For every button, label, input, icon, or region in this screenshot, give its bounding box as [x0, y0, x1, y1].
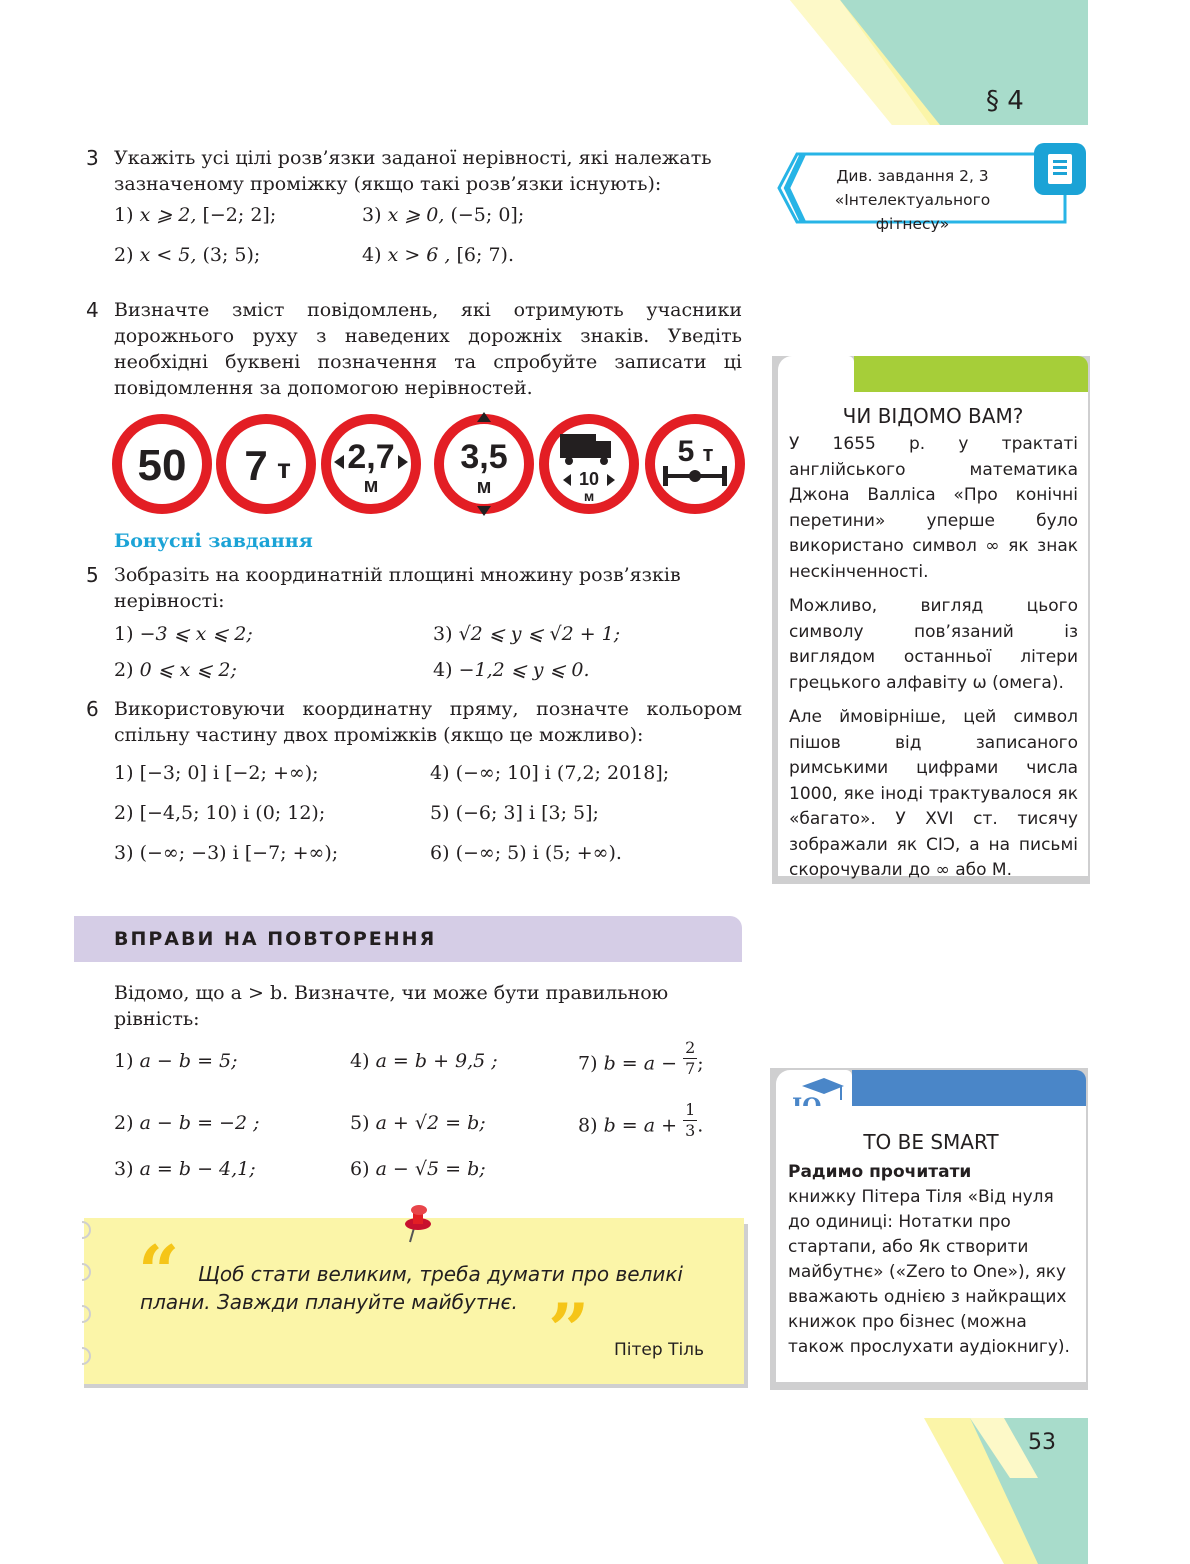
task3-item-4: 4) x > 6 , [6; 7). — [362, 244, 514, 266]
review-item-5: 5) a + √2 = b; — [350, 1112, 486, 1134]
sign-height-unit: м — [476, 476, 492, 498]
sign-speed-limit — [117, 419, 207, 509]
task4-text: Визначте зміст повідомлень, які отримують учасники дорожнього руху з наведених дорожніх знаків. Уведіть необхідні буквені позначення та спробуйте записати ці повідомлення за допомогою нерівностей. — [114, 299, 742, 399]
quote-author: Пітер Тіль — [614, 1340, 705, 1360]
smart-title: TO BE SMART — [863, 1130, 999, 1154]
review-item-4: 4) a = b + 9,5 ; — [350, 1050, 498, 1072]
section-number: § 4 — [986, 86, 1024, 116]
task-number: 5 — [86, 563, 99, 587]
task6-item-6: 6) (−∞; 5) і (5; +∞). — [430, 842, 622, 864]
note-ring-holes — [76, 1218, 94, 1388]
task5-text: Зобразіть на координатній площині множину розв’язків нерівності: — [114, 564, 681, 612]
did-you-know-box — [778, 392, 1088, 880]
sign-distance-unit: м — [583, 488, 595, 504]
bonus-title: Бонусні завдання — [114, 530, 313, 552]
task3-item-3: 3) x ⩾ 0, (−5; 0]; — [362, 204, 525, 226]
book-icon — [1034, 143, 1086, 195]
task6-text: Використовуючи координатну пряму, позначте кольором спільну частину двох проміжків (якщо це можливо): — [114, 698, 742, 746]
task-number: 4 — [86, 298, 99, 322]
did-you-know-tab-left — [778, 356, 854, 392]
top-decoration — [780, 0, 1190, 130]
task5-item-4: 4) −1,2 ⩽ y ⩽ 0. — [433, 659, 590, 681]
review-item-2: 2) a − b = −2 ; — [114, 1112, 260, 1134]
task3-text: Укажіть усі цілі розв’язки заданої нерівності, які належать зазначеному проміжку (якщо такі розв’язки існують): — [114, 147, 712, 195]
sign-width-limit — [326, 419, 416, 509]
smart-box — [776, 1106, 1086, 1382]
did-you-know-tab — [854, 356, 1088, 392]
smart-subtitle: Радимо прочитати — [788, 1162, 972, 1182]
quote-text: Щоб стати великим, треба думати про великі плани. Завжди плануйте майбутнє. — [140, 1262, 683, 1314]
task6-item-3: 3) (−∞; −3) і [−7; +∞); — [114, 842, 339, 864]
did-you-know-title: ЧИ ВІДОМО ВАМ? — [842, 404, 1024, 428]
task-number: 3 — [86, 146, 99, 170]
smart-tab — [852, 1070, 1086, 1106]
sign-height-limit — [439, 412, 529, 516]
hint-text — [800, 164, 1025, 236]
sign-weight-unit: т — [277, 453, 291, 484]
did-you-know-paragraph: У 1655 р. у трактаті англійського математика Джона Валліса «Про конічні перетини» уперше було використано символ ∞ як знак нескінченності. — [789, 434, 1078, 582]
quote-open-mark: “ — [138, 1229, 180, 1314]
sign-speed-value: 50 — [137, 441, 187, 490]
sign-distance-value: 10 — [578, 469, 600, 489]
task6-item-1: 1) [−3; 0] і [−2; +∞); — [114, 762, 319, 784]
pushpin-icon — [398, 1200, 438, 1246]
task5-item-2: 2) 0 ⩽ x ⩽ 2; — [114, 659, 237, 681]
page-number: 53 — [1028, 1430, 1056, 1455]
sign-height-value: 3,5 — [460, 438, 508, 476]
sign-weight-limit — [221, 419, 311, 509]
sign-weight-value: 7 — [244, 442, 268, 489]
task5-item-1: 1) −3 ⩽ x ⩽ 2; — [114, 623, 253, 645]
sign-distance-limit — [544, 419, 634, 509]
quote-close-mark: ” — [548, 1287, 590, 1372]
sign-width-unit: м — [363, 475, 379, 497]
task6-item-2: 2) [−4,5; 10) і (0; 12); — [114, 802, 326, 824]
task-number: 6 — [86, 697, 99, 721]
hint-line-1: Див. завдання 2, 3 — [836, 167, 989, 185]
task6-item-4: 4) (−∞; 10] і (7,2; 2018]; — [430, 762, 670, 784]
review-item-6: 6) a − √5 = b; — [350, 1158, 486, 1180]
hint-line-2: «Інтелектуального фітнесу» — [834, 191, 991, 233]
review-title: ВПРАВИ НА ПОВТОРЕННЯ — [114, 928, 437, 950]
task3-item-2: 2) x < 5, (3; 5); — [114, 244, 261, 266]
review-item-8: 8) b = a + $\frac{1}{3}$ . — [578, 1100, 704, 1140]
smart-text: книжку Пітера Тіля «Від нуля до одиниці: Нотатки про стартапи, або Як створити майбутнє» («Zero to One»), яку вважають однією з найкращих книжок про бізнес (можна також прослухати аудіокнигу). — [788, 1187, 1070, 1357]
did-you-know-paragraph: Можливо, вигляд цього символу пов’язаний із виглядом останньої літери грецького алфавіту ω (омега). — [789, 596, 1078, 693]
did-you-know-paragraph: Але ймовірніше, цей символ пішов від записаного римськими цифрами числа 1000, яке іноді трактувалося як «багато». У XVI ст. тисячу зображали як CIƆ, а на письмі скорочували до ∞ або M. — [789, 707, 1078, 880]
road-signs — [108, 410, 748, 520]
task3-item-1: 1) x ⩾ 2, [−2; 2]; — [114, 204, 277, 226]
task6-item-5: 5) (−6; 3] і [3; 5]; — [430, 802, 599, 824]
sign-axle-value: 5 — [677, 435, 695, 468]
task5-item-3: 3) √2 ⩽ y ⩽ √2 + 1; — [433, 623, 621, 645]
review-item-3: 3) a = b − 4,1; — [114, 1158, 256, 1180]
sign-axle-unit: т — [702, 441, 714, 466]
sign-width-value: 2,7 — [347, 438, 395, 476]
review-text: Відомо, що a > b. Визначте, чи може бути правильною рівність: — [114, 982, 669, 1030]
review-item-7: 7) b = a − $\frac{2}{7}$ ; — [578, 1038, 704, 1078]
review-header — [74, 916, 742, 962]
sign-axle-load-limit — [650, 419, 740, 509]
review-item-1: 1) a − b = 5; — [114, 1050, 238, 1072]
